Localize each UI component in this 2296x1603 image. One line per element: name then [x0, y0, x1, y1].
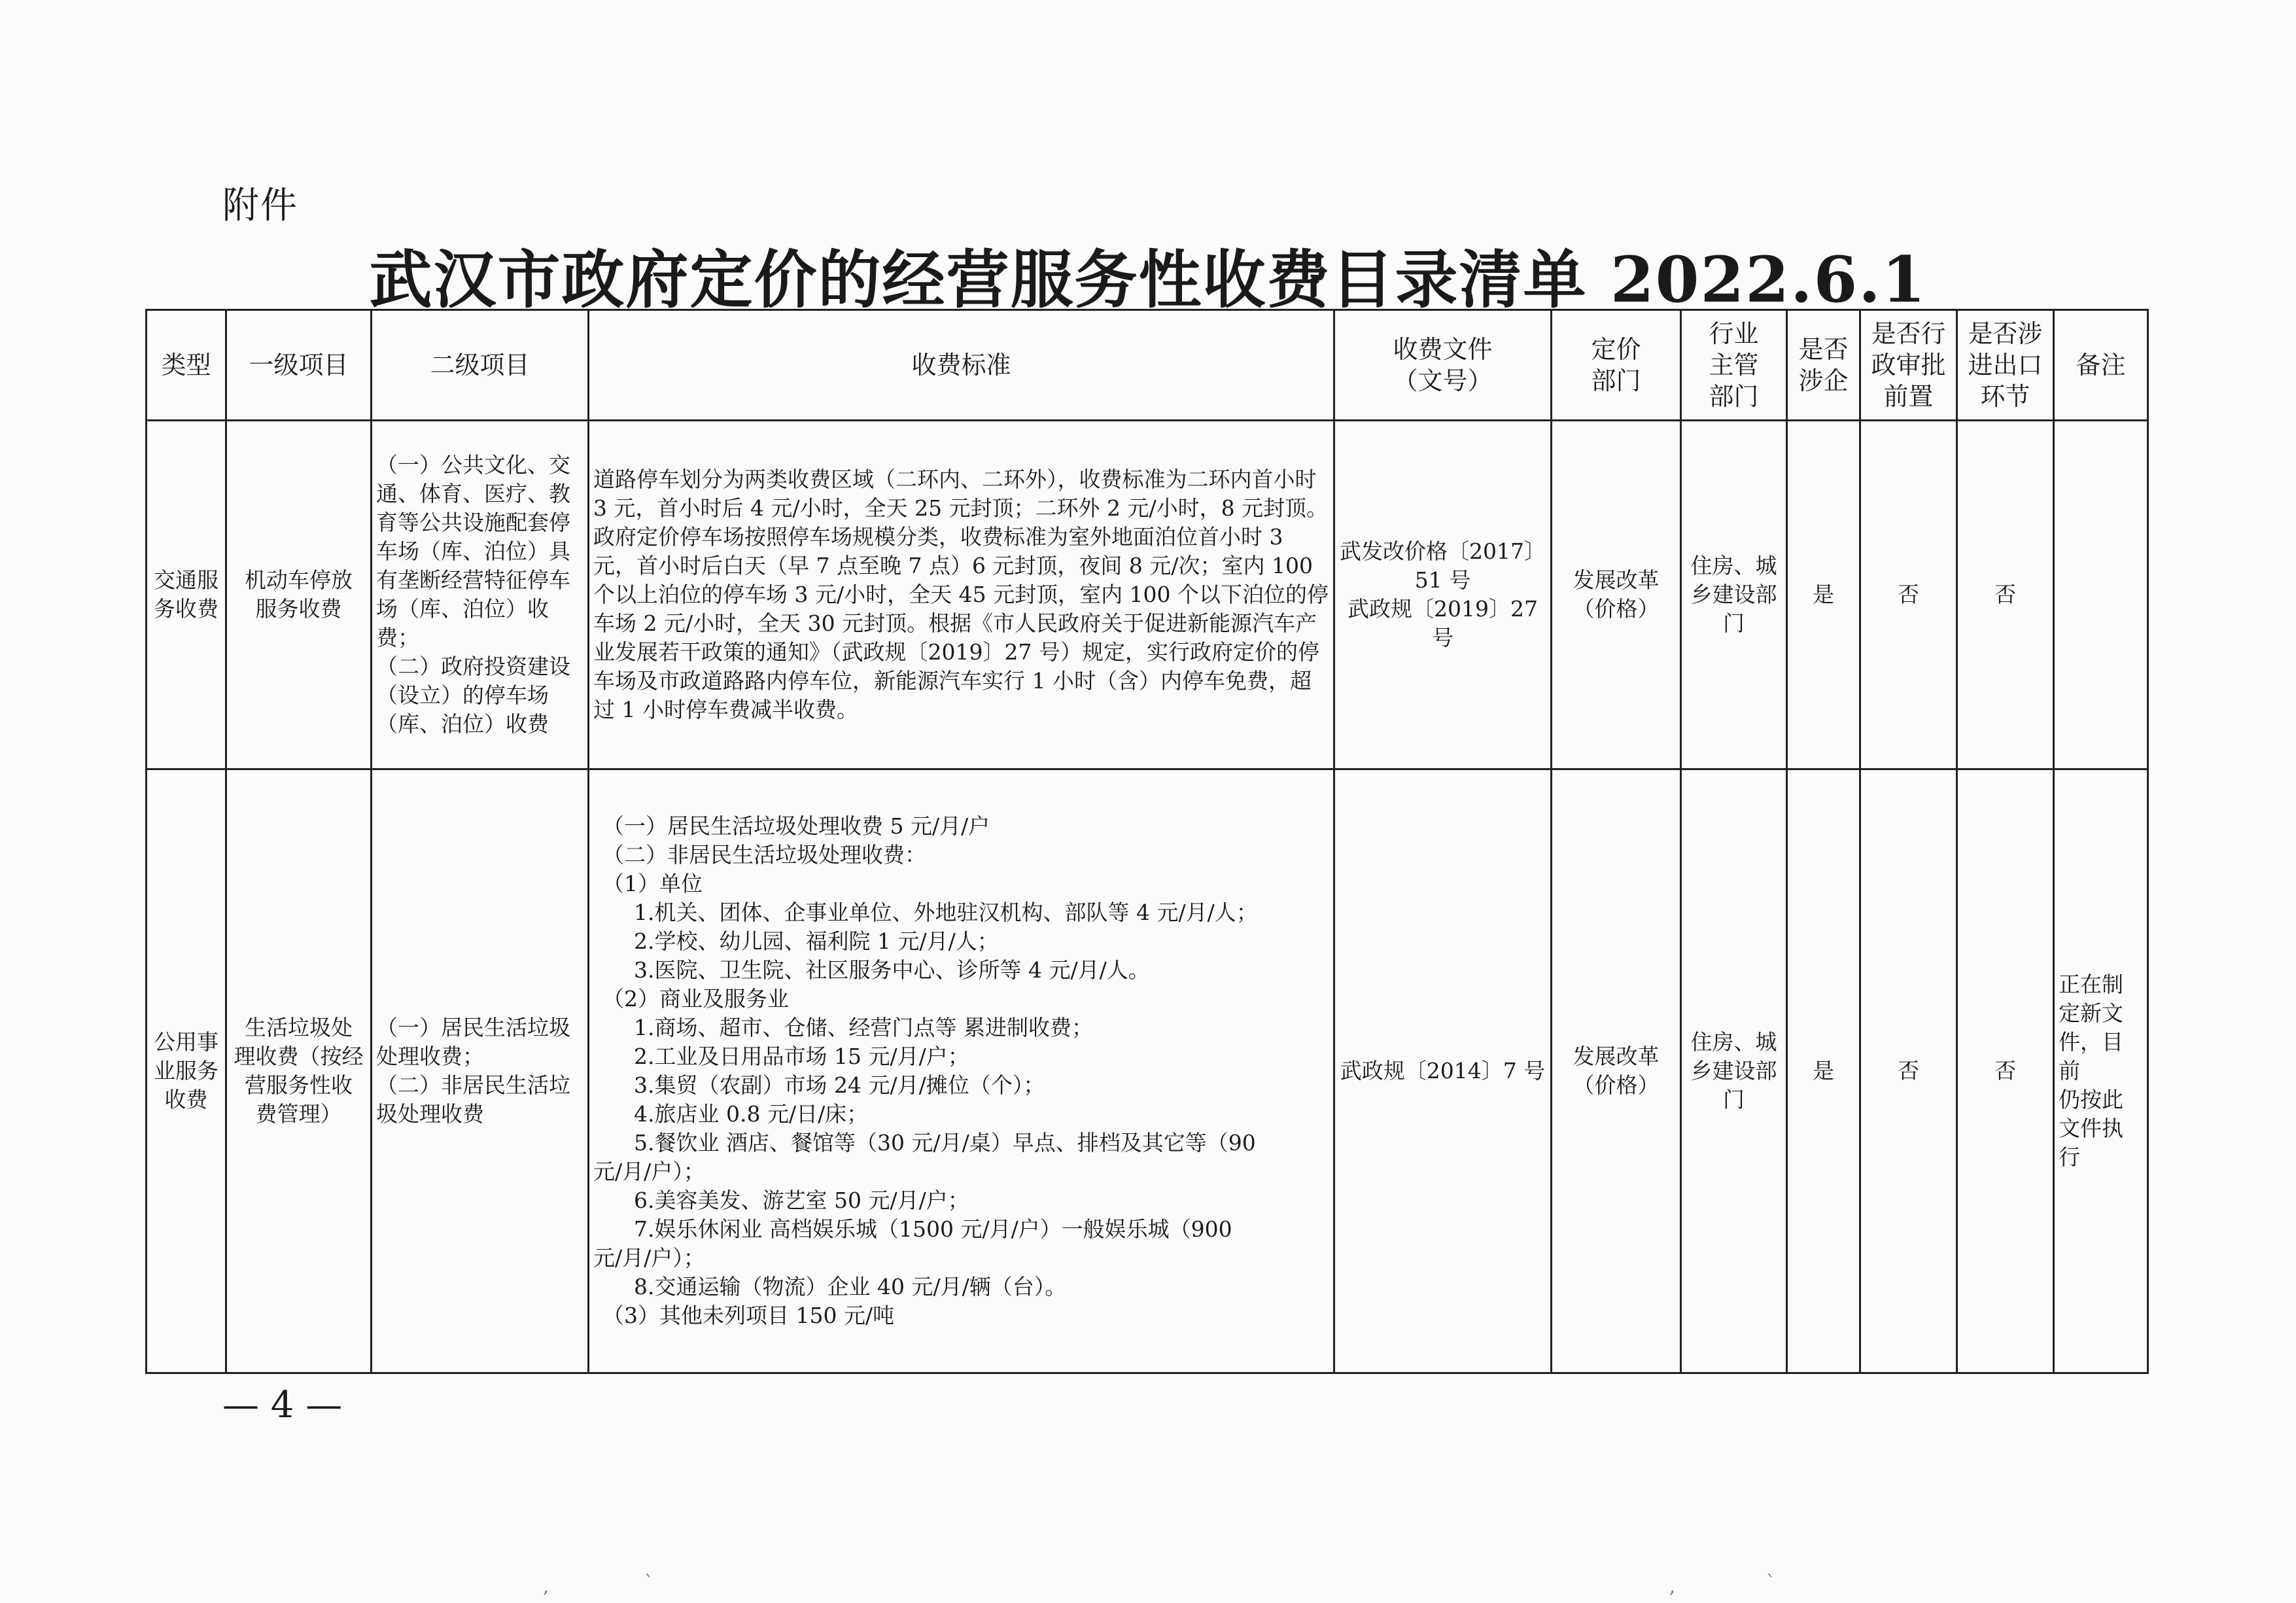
- standard-line: （1）单位: [602, 871, 703, 896]
- document-cell: 武发改价格〔2017〕 51 号 武政规〔2019〕27 号: [1334, 421, 1552, 769]
- standard-line: 7.娱乐休闲业 高档娱乐城（1500 元/月/户）一般娱乐城（900: [634, 1216, 1232, 1242]
- type-cell: 公用事 业服务 收费: [147, 769, 226, 1373]
- table-row: [147, 421, 2148, 769]
- import-export-cell: 否: [1957, 421, 2054, 769]
- standard-line: 2.工业及日用品市场 15 元/月/户；: [634, 1044, 969, 1069]
- admin-approval-cell: 否: [1860, 769, 1957, 1373]
- standard-line: 元/月/户）；: [593, 1159, 705, 1184]
- standard-line: 3.集贸（农副）市场 24 元/月/摊位（个）；: [634, 1072, 1045, 1098]
- enterprise-cell: 是: [1787, 769, 1860, 1373]
- standard-line: 1.商场、超市、仓储、经营门点等 累进制收费；: [634, 1015, 1093, 1040]
- column-header-enterprise: 是否 涉企: [1787, 310, 1860, 421]
- column-header-level2: 二级项目: [372, 310, 589, 421]
- standard-line: 元/月/户）；: [593, 1245, 705, 1271]
- standard-line: （一）居民生活垃圾处理收费 5 元/月/户: [602, 813, 990, 839]
- standard-line: 2.学校、幼儿园、福利院 1 元/月/人；: [634, 928, 999, 954]
- scan-speck-mark: ,: [543, 1576, 549, 1597]
- standard-line: （2）商业及服务业: [602, 986, 789, 1012]
- level1-cell: 机动车停放 服务收费: [226, 421, 372, 769]
- column-header-remarks: 备注: [2054, 310, 2148, 421]
- standard-line: 5.餐饮业 酒店、餐馆等（30 元/月/桌）早点、排档及其它等（90: [634, 1130, 1256, 1155]
- import-export-cell: 否: [1957, 769, 2054, 1373]
- column-header-type: 类型: [147, 310, 226, 421]
- standard-line: 1.机关、团体、企事业单位、外地驻汉机构、部队等 4 元/月/人；: [634, 900, 1258, 925]
- scan-speck-mark: `: [644, 1572, 653, 1593]
- column-header-import-export: 是否涉 进出口 环节: [1957, 310, 2054, 421]
- industry-dept-cell: 住房、城 乡建设部 门: [1681, 769, 1787, 1373]
- remarks-cell: 正在制 定新文 件，目前 仍按此 文件执 行: [2054, 769, 2148, 1373]
- column-header-document: 收费文件 （文号）: [1334, 310, 1552, 421]
- level2-cell: （一）公共文化、交通、体育、医疗、教育等公共设施配套停车场（库、泊位）具有垄断经营特征停车场（库、泊位）收费； （二）政府投资建设（设立）的停车场（库、泊位）收费: [372, 421, 589, 769]
- column-header-industry-dept: 行业 主管 部门: [1681, 310, 1787, 421]
- pricing-dept-cell: 发展改革 （价格）: [1552, 769, 1681, 1373]
- page-number: — 4 —: [222, 1384, 343, 1426]
- column-header-level1: 一级项目: [226, 310, 372, 421]
- column-header-admin-approval: 是否行 政审批 前置: [1860, 310, 1957, 421]
- document-cell: 武政规〔2014〕7 号: [1334, 769, 1552, 1373]
- standard-cell: [589, 769, 1334, 1373]
- column-header-standard: 收费标准: [589, 310, 1334, 421]
- standard-line: 6.美容美发、游艺室 50 元/月/户；: [634, 1188, 969, 1213]
- remarks-cell: [2054, 421, 2148, 769]
- standard-line: （二）非居民生活垃圾处理收费：: [602, 842, 926, 868]
- table-row: [147, 769, 2148, 1373]
- standard-line: 4.旅店业 0.8 元/日/床；: [634, 1101, 869, 1127]
- standard-cell: 道路停车划分为两类收费区域（二环内、二环外），收费标准为二环内首小时 3 元，首小时后 4 元/小时，全天 25 元封顶；二环外 2 元/小时，8 元封顶。政府定价停车场按照停车场规模分类，收费标准为室外地面泊位首小时 3 元，首小时后白天（早 7 点至晚 7 点）6 元封顶，夜间 8 元/次；室内 100 个以上泊位的停车场 3 元/小时，全天 45 元封顶，室内 100 个以下泊位的停车场 2 元/小时，全天 30 元封顶。根据《市人民政府关于促进新能源汽车产业发展若干政策的通知》（武政规〔2019〕27 号）规定，实行政府定价的停车场及市政道路路内停车位，新能源汽车实行 1 小时（含）内停车免费，超过 1 小时停车费减半收费。: [589, 421, 1334, 769]
- industry-dept-cell: 住房、城 乡建设部 门: [1681, 421, 1787, 769]
- scan-speck-mark: `: [1766, 1572, 1775, 1593]
- level2-cell: （一）居民生活垃圾处理收费； （二）非居民生活垃圾处理收费: [372, 769, 589, 1373]
- standard-line: 3.医院、卫生院、社区服务中心、诊所等 4 元/月/人。: [634, 957, 1150, 983]
- pricing-dept-cell: 发展改革 （价格）: [1552, 421, 1681, 769]
- type-cell: 交通服 务收费: [147, 421, 226, 769]
- document-title: 武汉市政府定价的经营服务性收费目录清单 2022.6.1: [369, 243, 1927, 317]
- attachment-label: 附件: [222, 185, 298, 227]
- scan-speck-mark: ,: [1669, 1576, 1675, 1597]
- standard-line: 8.交通运输（物流）企业 40 元/月/辆（台）。: [634, 1274, 1067, 1299]
- level1-cell: 生活垃圾处 理收费（按经 营服务性收 费管理）: [226, 769, 372, 1373]
- enterprise-cell: 是: [1787, 421, 1860, 769]
- admin-approval-cell: 否: [1860, 421, 1957, 769]
- fee-catalog-table: [145, 309, 2149, 1374]
- column-header-pricing-dept: 定价 部门: [1552, 310, 1681, 421]
- standard-line: （3）其他未列项目 150 元/吨: [602, 1303, 895, 1328]
- table-header-row: [147, 310, 2148, 421]
